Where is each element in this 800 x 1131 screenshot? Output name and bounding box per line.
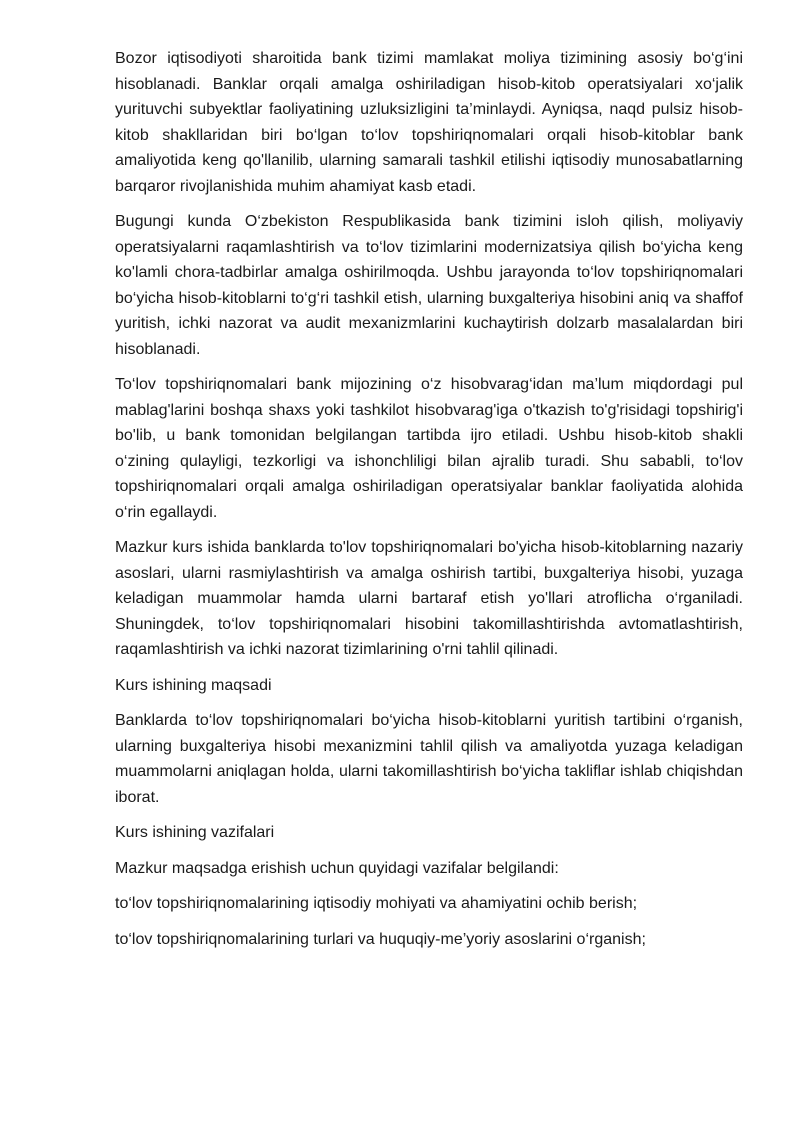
- paragraph-payment-orders: To‘lov topshiriqnomalari bank mijozining o‘z hisobvarag‘idan ma’lum miqdordagi pul mablag'larini boshqa shaxs yoki tashkilot hisobvarag'iga o'tkazish to'g'risidagi topshirig'i bo'lib, u bank tomonidan belgilangan tartibda ijro etiladi. Ushbu hisob-kitob shakli o‘zining qulayligi, tezkorligi va ishonchliligi bilan ajralib turadi. Shu sababli, to‘lov topshiriqnomalari orqali amalga oshiriladigan operatsiyalar banklar faoliyatida alohida o‘rin egallaydi.: [115, 376, 743, 521]
- paragraph-intro-banking: Bozor iqtisodiyoti sharoitida bank tizimi mamlakat moliya tizimining asosiy bo‘g‘ini hisoblanadi. Banklar orqali amalga oshiriladigan hisob-kitob operatsiyalari xo‘jalik yurituvchi subyektlar faoliyatining uzluksizligini ta’minlaydi. Ayniqsa, naqd pulsiz hisob-kitob shakllaridan biri bo‘lgan to‘lov topshiriqnomalari orqali hisob-kitoblar bank amaliyotida keng qo'llanilib, ularning samarali tashkil etilishi iqtisodiy munosabatlarning barqaror rivojlanishida muhim ahamiyat kasb etadi.: [115, 50, 743, 195]
- paragraph-course-scope: Mazkur kurs ishida banklarda to'lov topshiriqnomalari bo'yicha hisob-kitoblarning nazariy asoslari, ularni rasmiylashtirish va amalga oshirish tartibi, buxgalteriya hisobi, yuzaga keladigan muammolar hamda ularni bartaraf etish yo'llari atroflicha o‘rganiladi. Shuningdek, to‘lov topshiriqnomalari hisobini takomillashtirishda avtomatlashtirish, raqamlashtirish va ichki nazorat tizimlarining o'rni tahlil qilinadi.: [115, 539, 743, 658]
- tasks-heading: Kurs ishining vazifalari: [115, 824, 275, 841]
- goal-heading: Kurs ishining maqsadi: [115, 676, 272, 694]
- tasks-intro: Mazkur maqsadga erishish uchun quyidagi vazifalar belgilandi:: [115, 859, 559, 877]
- paragraph-reforms: Bugungi kunda O‘zbekiston Respublikasida bank tizimini isloh qilish, moliyaviy operatsiyalarni raqamlashtirish va to‘lov tizimlarini modernizatsiya qilish bo‘yicha keng ko'lamli chora-tadbirlar amalga oshirilmoqda. Ushbu jarayonda to‘lov topshiriqnomalari bo‘yicha hisob-kitoblarni to‘g‘ri tashkil etish, ularning buxgalteriya hisobini aniq va shaffof yuritish, ichki nazorat va audit mexanizmlarini kuchaytirish dolzarb masalalardan biri hisoblanadi.: [115, 213, 743, 358]
- task-item: to‘lov topshiriqnomalarining iqtisodiy mohiyati va ahamiyatini ochib berish;: [115, 895, 638, 912]
- goal-text: Banklarda to‘lov topshiriqnomalari bo‘yicha hisob-kitoblarni yuritish tartibini o‘rganish, ularning buxgalteriya hisobi mexanizmini tahlil qilish va amaliyotda yuzaga keladigan muammolarni aniqlagan holda, ularni takomillashtirish bo‘yicha takliflar ishlab chiqishdan iborat.: [115, 712, 743, 806]
- task-item: to‘lov topshiriqnomalarining turlari va huquqiy-me’yoriy asoslarini o‘rganish;: [115, 930, 646, 948]
- document-page: [115, 46, 743, 962]
